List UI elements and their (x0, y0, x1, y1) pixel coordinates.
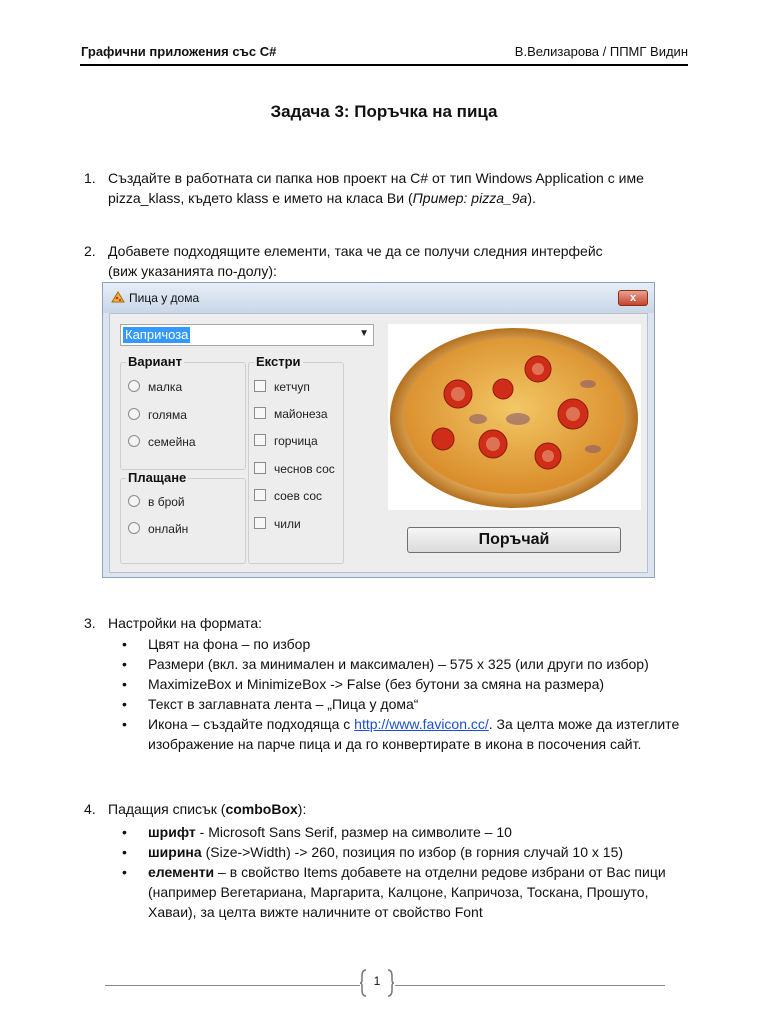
step-4-number: 4. (84, 801, 96, 817)
radio-variant-family[interactable] (128, 434, 196, 450)
footer-rule-right (395, 985, 665, 986)
pizza-combobox[interactable] (120, 324, 374, 346)
checkbox-soy-sauce[interactable] (254, 488, 322, 504)
step-1-line-1: Създайте в работната си папка нов проект на C# от тип Windows Application с име (108, 170, 644, 186)
step-1-line-2-b: ). (527, 190, 536, 206)
header-rule (80, 64, 688, 66)
close-button[interactable]: x (618, 290, 648, 306)
checkbox-icon (254, 434, 266, 446)
radio-label: голяма (148, 408, 187, 422)
header-right-author: В.Велизарова / ППМГ Видин (514, 44, 688, 59)
checkbox-mayonnaise[interactable] (254, 406, 328, 422)
page-title: Задача 3: Поръчка на пица (270, 102, 498, 121)
form-setting-icon (108, 714, 698, 754)
form-setting-size (108, 654, 698, 674)
window-title-bar[interactable] (103, 283, 654, 313)
form-setting-background (108, 634, 698, 654)
checkbox-label: горчица (274, 434, 318, 448)
checkbox-label: кетчуп (274, 380, 310, 394)
step-4-combobox-term: comboBox (225, 801, 298, 817)
radio-payment-cash[interactable] (128, 494, 185, 510)
checkbox-label: чеснов сос (274, 462, 335, 476)
combo-setting-text: (Size->Width) -> 260, позиция по избор (в горния случай 10 x 15) (201, 844, 624, 860)
favicon-link[interactable]: http://www.favicon.cc/ (354, 716, 489, 732)
step-1-line-2-a: pizza_klass, където klass е името на класа Ви ( (108, 190, 413, 206)
combo-setting-font (108, 822, 698, 842)
step-3-text: Настройки на формата: (108, 615, 263, 631)
form-setting-maximize (108, 674, 698, 694)
header-left-title: Графични приложения със C# (81, 44, 277, 59)
combo-setting-items (108, 862, 698, 922)
checkbox-label: соев сос (274, 489, 322, 503)
form-setting-text: Цвят на фона – по избор (148, 636, 311, 652)
checkbox-garlic-sauce[interactable] (254, 461, 335, 477)
bullet: • (122, 824, 127, 840)
checkbox-icon (254, 489, 266, 501)
radio-icon (128, 522, 140, 534)
radio-variant-large[interactable] (128, 407, 187, 423)
order-button[interactable]: Поръчай (407, 527, 621, 553)
step-1-number: 1. (84, 170, 96, 186)
extras-group-title: Екстри (256, 354, 301, 369)
combobox-selected-value: Капричоза (125, 327, 189, 342)
checkbox-label: чили (274, 517, 301, 531)
radio-label: малка (148, 380, 183, 394)
footer-rule-left (105, 985, 360, 986)
checkbox-mustard[interactable] (254, 433, 318, 449)
radio-icon (128, 380, 140, 392)
radio-icon (128, 495, 140, 507)
window-client-area (109, 313, 648, 573)
checkbox-chili[interactable] (254, 516, 301, 532)
radio-label: семейна (148, 435, 196, 449)
pizza-picturebox (388, 324, 641, 510)
radio-icon (128, 408, 140, 420)
form-setting-text: Текст в заглавната лента – „Пица у дома“ (148, 696, 419, 712)
bullet: • (122, 716, 127, 732)
step-4-text (108, 799, 688, 819)
form-setting-text: MaximizeBox и MinimizeBox -> False (без бутони за смяна на размера) (148, 676, 605, 692)
form-settings-list (108, 634, 698, 754)
checkbox-icon (254, 517, 266, 529)
payment-group-title: Плащане (128, 470, 187, 485)
form-setting-caption (108, 694, 698, 714)
chevron-down-icon[interactable]: ▼ (359, 328, 369, 339)
pizza-icon (111, 291, 125, 303)
pizza-image (388, 324, 641, 510)
combo-setting-term: ширина (148, 844, 202, 860)
page-number: 1 (373, 974, 381, 988)
step-4-text-a: Падащия списък ( (108, 801, 226, 817)
combo-setting-text: - Microsoft Sans Serif, размер на символите – 10 (195, 824, 512, 840)
bullet: • (122, 656, 127, 672)
pizza-form-window (102, 282, 655, 578)
variant-group-title: Вариант (128, 354, 182, 369)
bullet: • (122, 864, 127, 880)
checkbox-label: майонеза (274, 407, 328, 421)
step-1-line-2 (108, 188, 688, 208)
bullet: • (122, 696, 127, 712)
step-2-number: 2. (84, 243, 96, 259)
bullet: • (122, 676, 127, 692)
radio-label: в брой (148, 495, 185, 509)
combo-setting-term: шрифт (148, 824, 196, 840)
checkbox-icon (254, 407, 266, 419)
combo-setting-text: – в свойство Items добавете на отделни редове избрани от Вас пици (например Вегетариана, Маргарита, Калцоне, Капричоза, Тоскана, Прошуто, Хаваи), за целта вижте наличните от свойство Font (148, 864, 666, 920)
combo-setting-term: елементи (148, 864, 215, 880)
step-4-text-c: ): (297, 801, 307, 817)
step-2-line-1: Добавете подходящите елементи, така че да се получи следния интерфейс (108, 243, 603, 259)
checkbox-ketchup[interactable] (254, 379, 310, 395)
checkbox-icon (254, 462, 266, 474)
step-3-number: 3. (84, 615, 96, 631)
form-setting-text: Икона – създайте подходяща с (148, 716, 355, 732)
combo-setting-width (108, 842, 698, 862)
bullet: • (122, 844, 127, 860)
form-setting-text-rest: . За целта може да изтеглите изображение на парче пица и да го конвертирате в икона в посочения сайт. (148, 716, 680, 752)
radio-label: онлайн (148, 522, 189, 536)
form-setting-text: Размери (вкл. за минимален и максимален) – 575 x 325 (или други по избор) (148, 656, 649, 672)
step-2-line-2: (виж указанията по-долу): (108, 263, 277, 279)
combo-settings-list (108, 822, 698, 922)
bullet: • (122, 636, 127, 652)
radio-icon (128, 435, 140, 447)
radio-variant-small[interactable] (128, 379, 182, 395)
window-caption: Пица у дома (129, 291, 200, 305)
radio-payment-online[interactable] (128, 521, 188, 537)
step-1-example: Пример: pizza_9a (412, 190, 528, 206)
checkbox-icon (254, 380, 266, 392)
